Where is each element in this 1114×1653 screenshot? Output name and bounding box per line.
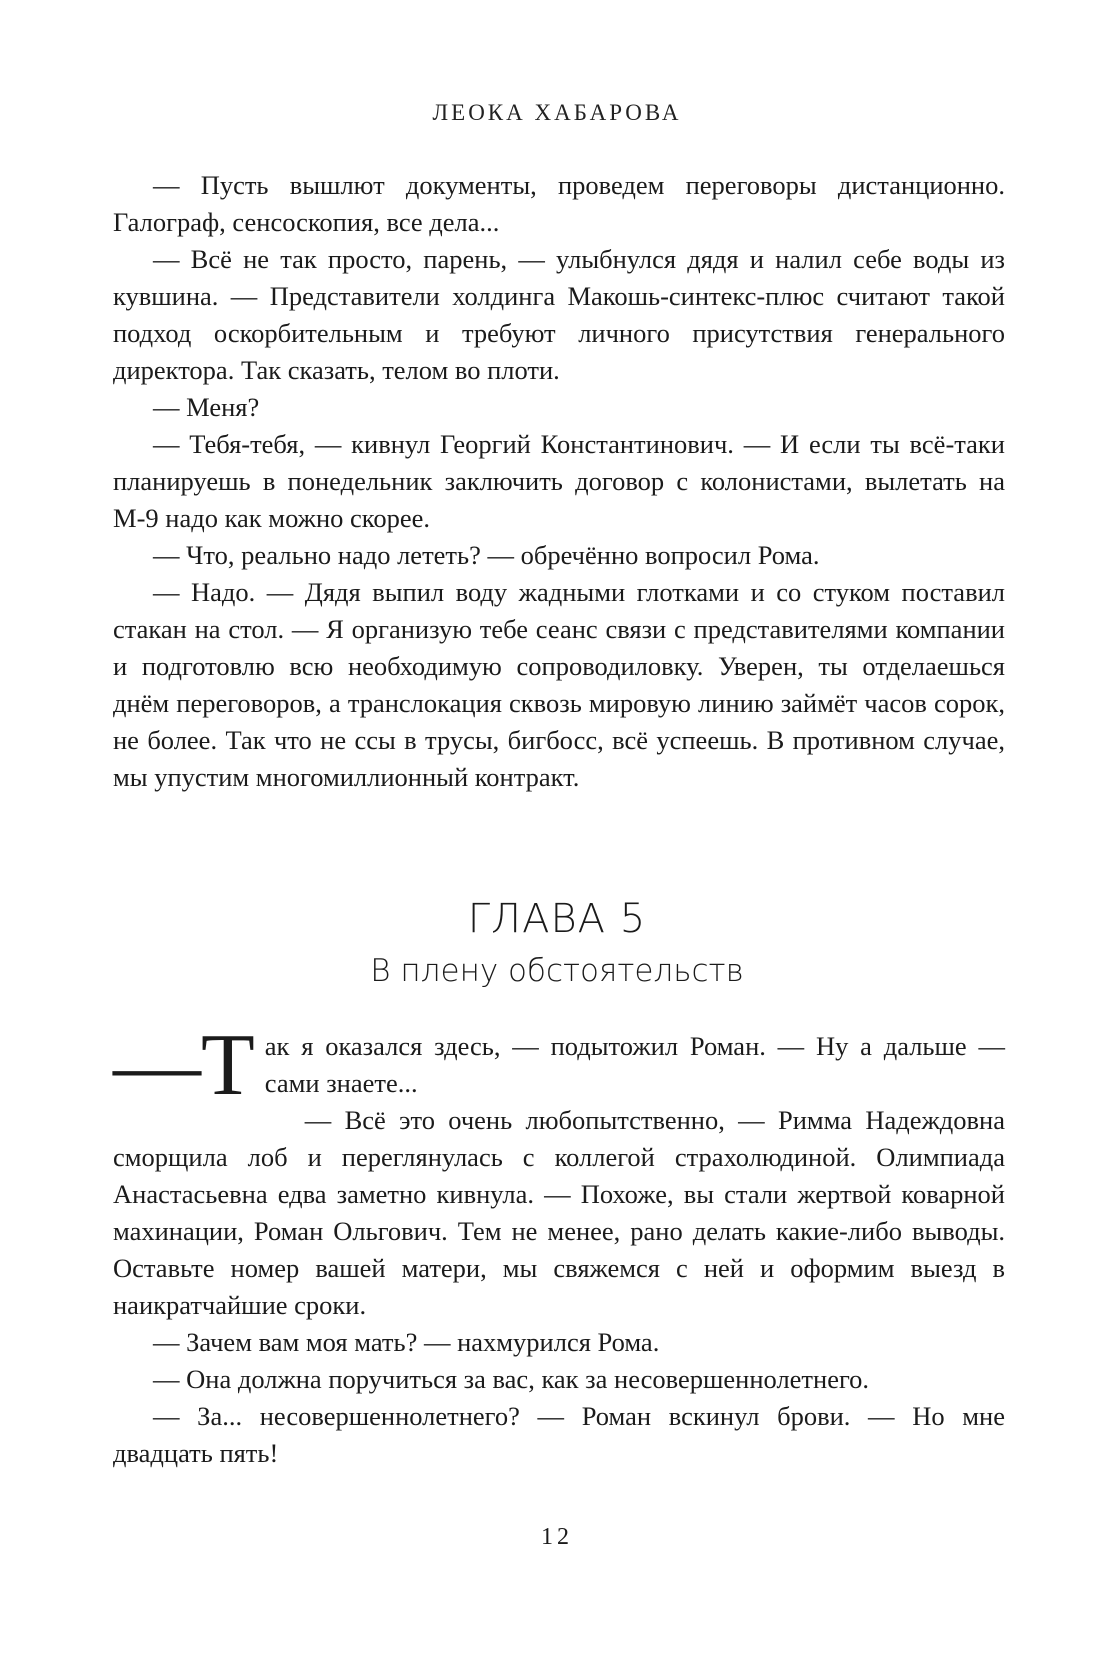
paragraph: — Меня? — [153, 392, 260, 422]
paragraph: — Зачем вам моя мать? — нахмурился Рома. — [153, 1327, 660, 1357]
paragraph: — За... несовершеннолетнего? — Роман вскинул брови. — Но мне двадцать пять! — [113, 1401, 1005, 1468]
chapter-opening-paragraph — [113, 1017, 1005, 1114]
chapter-number: ГЛАВА 5 — [467, 896, 647, 942]
paragraph: — Она должна поручиться за вас, как за несовершеннолетнего. — [153, 1364, 870, 1394]
page-number: 12 — [541, 1524, 573, 1550]
paragraph: — Всё не так просто, парень, — улыбнулся дядя и налил себе воды из кувшина. — Представители холдинга Макошь-синтекс-плюс считают такой подход оскорбительным и требуют личного присутствия генерального директора. Так сказать, телом во плоти. — [113, 244, 1005, 385]
paragraph: — Тебя-тебя, — кивнул Георгий Константинович. — И если ты всё-таки планируешь в понедельник заключить договор с колонистами, вылетать на М-9 надо как можно скорее. — [113, 429, 1005, 533]
running-head: ЛЕОКА ХАБАРОВА — [432, 100, 682, 125]
chapter-heading — [0, 894, 1114, 994]
paragraph: — Пусть вышлют документы, проведем переговоры дистанционно. Галограф, сенсоскопия, все дела... — [113, 170, 1005, 237]
chapter-title: В плену обстоятельств — [370, 953, 744, 989]
opening-text: ак я оказался здесь, — подытожил Роман. — Ну а дальше — сами знаете... — [264, 1031, 1005, 1098]
text-block-after-chapter — [113, 1017, 1005, 1472]
paragraph: — Надо. — Дядя выпил воду жадными глотками и со стуком поставил стакан на стол. — Я организую тебе сеанс связи с представителями компании и подготовлю всю необходимую сопроводиловку. Уверен, ты отделаешься днём переговоров, а транслокация сквозь мировую линию займёт часов сорок, не более. Так что не ссы в трусы, бигбосс, всё успеешь. В противном случае, мы упустим многомиллионный контракт. — [113, 577, 1005, 792]
paragraph: — Всё это очень любопытственно, — Римма Надеждовна сморщила лоб и переглянулась с коллегой страхолюдиной. Олимпиада Анастасьевна едва заметно кивнула. — Похоже, вы стали жертвой коварной махинации, Роман Ольгович. Тем не менее, рано делать какие-либо выводы. Оставьте номер вашей матери, мы свяжемся с ней и оформим выезд в наикратчайшие сроки. — [113, 1105, 1005, 1320]
drop-cap: —Т — [113, 1017, 255, 1114]
text-block-before-chapter — [113, 167, 1005, 796]
paragraph: — Что, реально надо лететь? — обречённо вопросил Рома. — [153, 540, 820, 570]
